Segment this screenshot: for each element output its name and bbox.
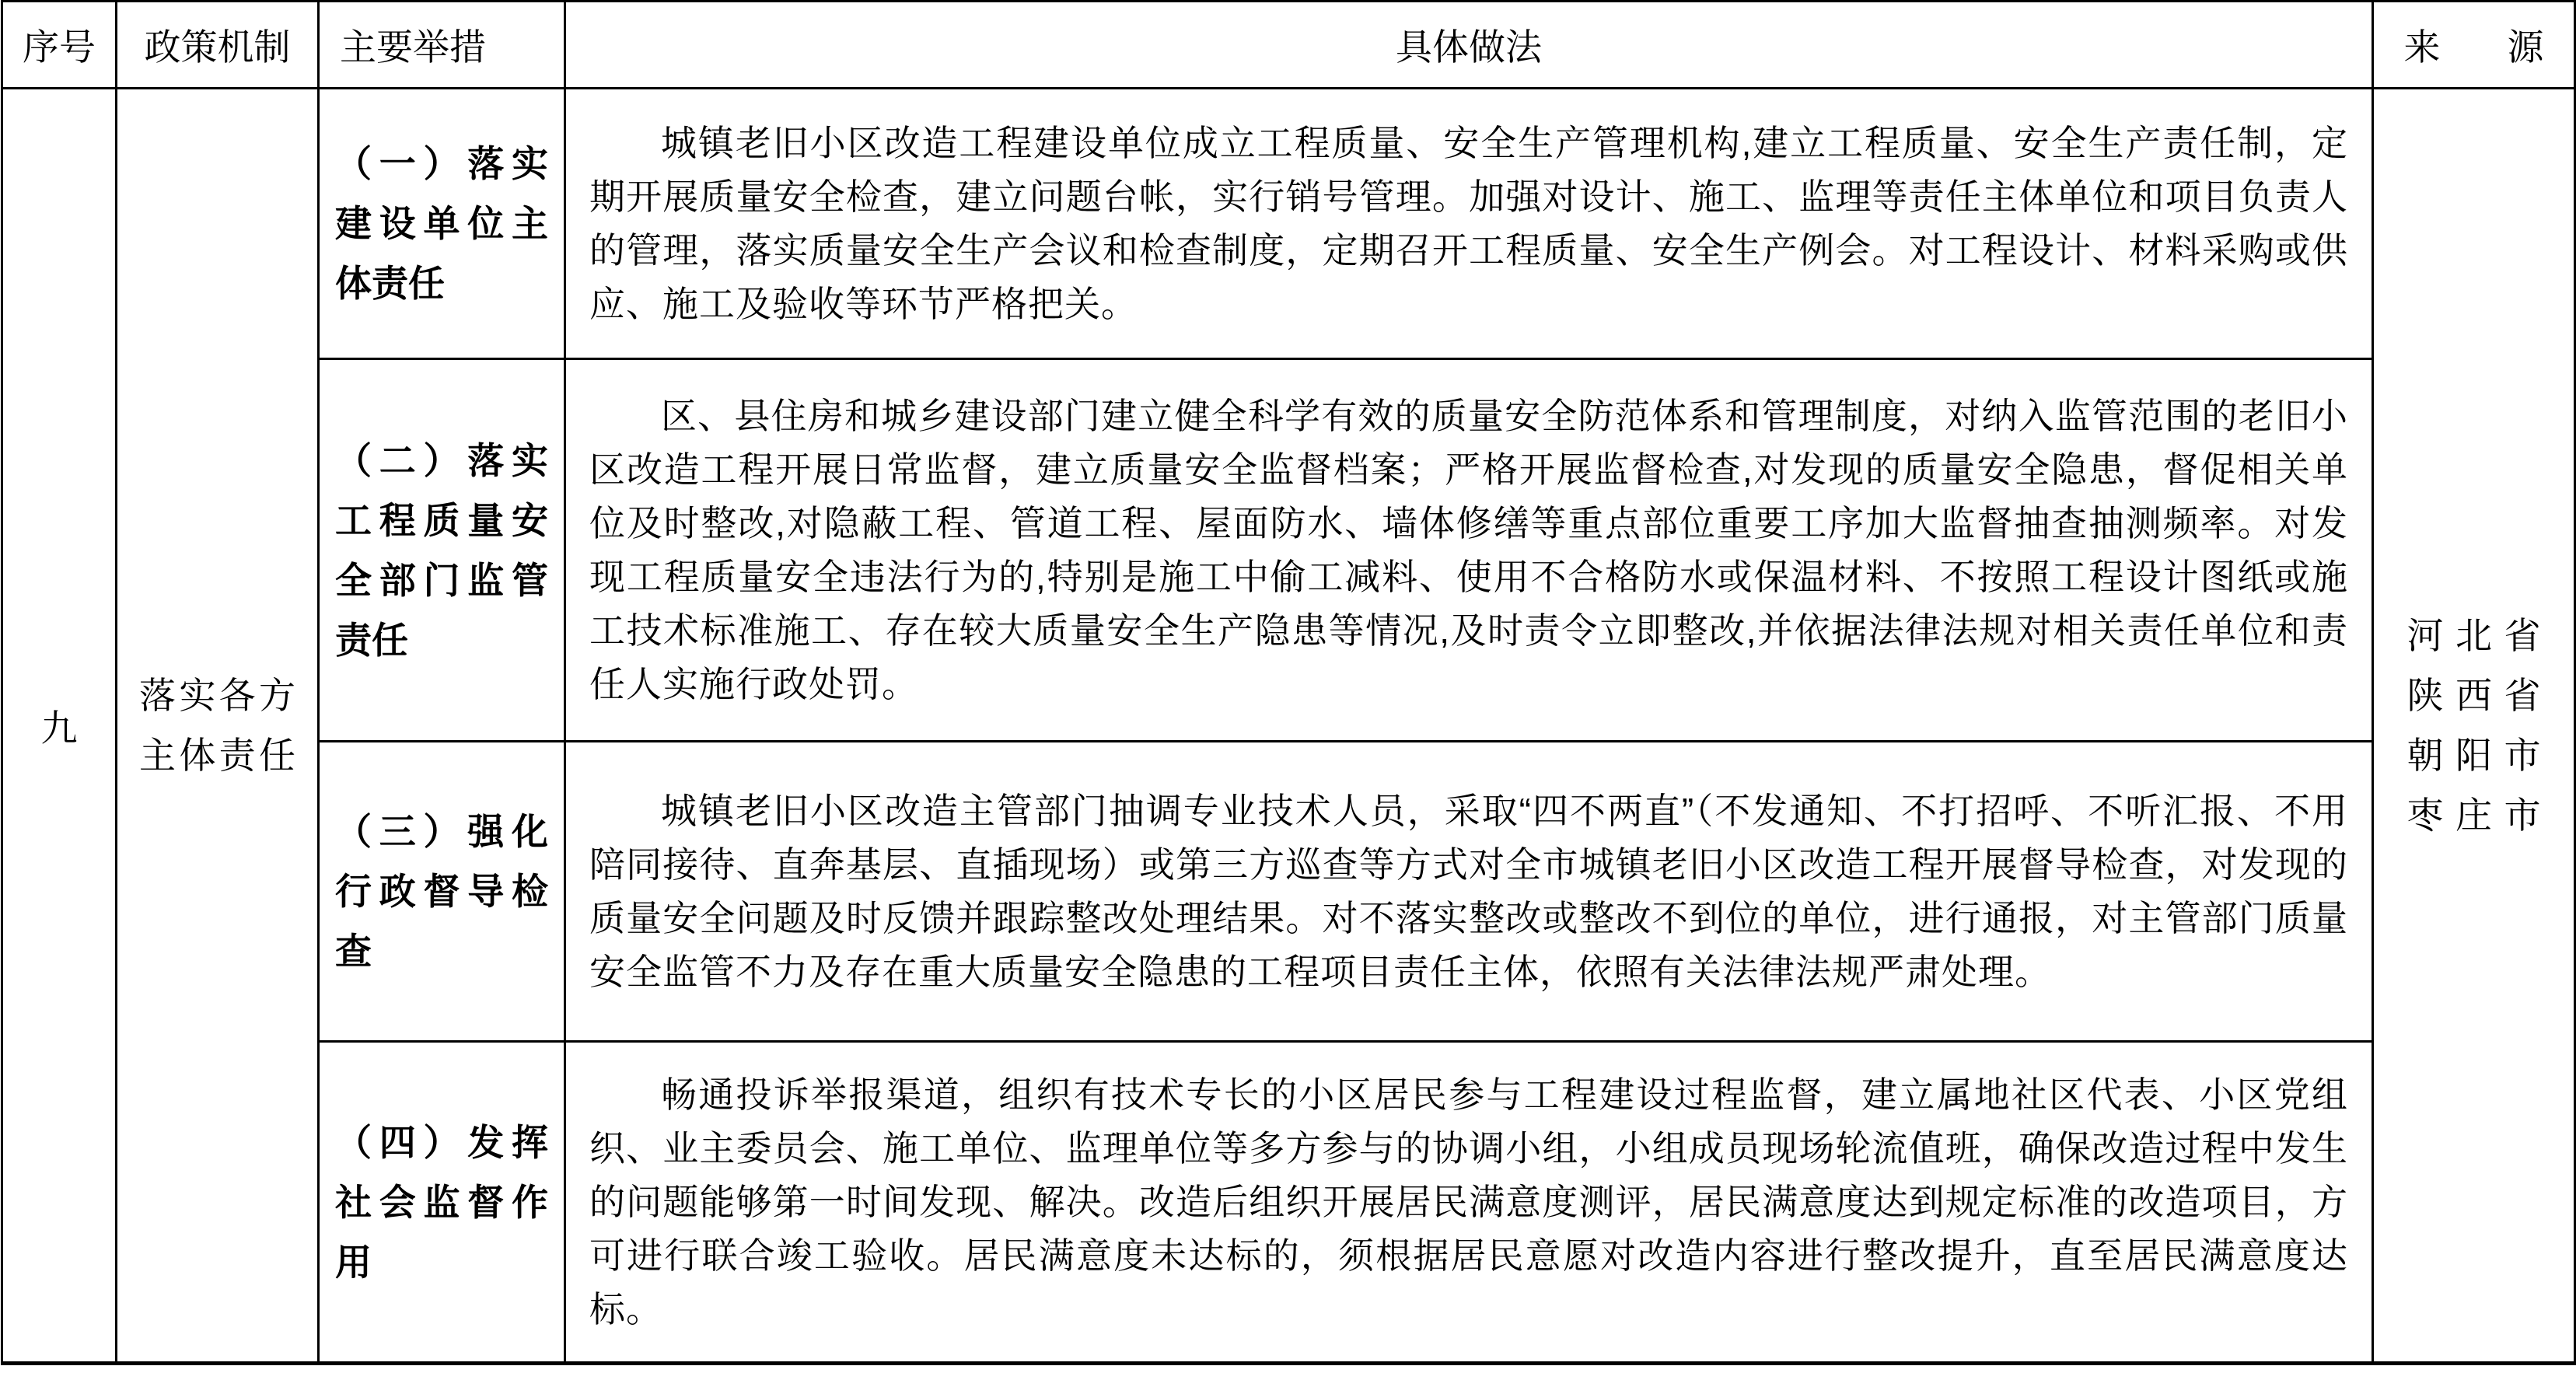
measure-cell <box>319 1042 565 1364</box>
header-mechanism: 政策机制 <box>117 2 319 89</box>
measure-cell <box>319 742 565 1042</box>
table-row <box>2 359 2575 742</box>
measure-label: （一）落实建设单位主体责任 <box>335 143 548 304</box>
source-line: 河北省 <box>2406 615 2541 656</box>
practice-cell <box>565 1042 2373 1364</box>
practice-text: 区、县住房和城乡建设部门建立健全科学有效的质量安全防范体系和管理制度，对纳入监管范围的老旧小区改造工程开展日常监督，建立质量安全监督档案；严格开展监督检查,对发现的质量安全隐患，督促相关单位及时整改,对隐蔽工程、管道工程、屋面防水、墙体修缮等重点部位重要工序加大监督抽查抽测频率。对发现工程质量安全违法行为的,特别是施工中偷工减料、使用不合格防水或保温材料、不按照工程设计图纸或施工技术标准施工、存在较大质量安全生产隐患等情况,及时责令立即整改,并依据法律法规对相关责任单位和责任人实施行政处罚。 <box>589 395 2348 704</box>
measure-label: （三）强化行政督导检查 <box>335 811 548 972</box>
source-line: 枣庄市 <box>2406 795 2541 836</box>
header-serial: 序号 <box>2 2 117 89</box>
table-row <box>2 89 2575 359</box>
table-row <box>2 742 2575 1042</box>
header-row <box>2 2 2575 89</box>
table-row <box>2 1042 2575 1364</box>
header-measure: 主要举措 <box>319 2 565 89</box>
serial-cell: 九 <box>2 89 117 1364</box>
source-cell <box>2373 89 2575 1364</box>
source-line: 朝阳市 <box>2406 735 2541 776</box>
header-source-label: 来源 <box>2403 26 2544 68</box>
source-line: 陕西省 <box>2406 675 2541 716</box>
practice-text: 畅通投诉举报渠道，组织有技术专长的小区居民参与工程建设过程监督，建立属地社区代表、小区党组织、业主委员会、施工单位、监理单位等多方参与的协调小组，小组成员现场轮流值班，确保改造过程中发生的问题能够第一时间发现、解决。改造后组织开展居民满意度测评，居民满意度达到规定标准的改造项目，方可进行联合竣工验收。居民满意度未达标的，须根据居民意愿对改造内容进行整改提升，直至居民满意度达标。 <box>589 1074 2348 1329</box>
measure-cell <box>319 359 565 742</box>
measure-label: （四）发挥社会监督作用 <box>335 1121 548 1283</box>
measure-label: （二）落实工程质量安全部门监管责任 <box>335 439 548 661</box>
practice-cell <box>565 742 2373 1042</box>
practice-text: 城镇老旧小区改造工程建设单位成立工程质量、安全生产管理机构,建立工程质量、安全生产责任制，定期开展质量安全检查，建立问题台帐，实行销号管理。加强对设计、施工、监理等责任主体单位和项目负责人的管理，落实质量安全生产会议和检查制度，定期召开工程质量、安全生产例会。对工程设计、材料采购或供应、施工及验收等环节严格把关。 <box>589 122 2348 324</box>
mechanism-label: 落实各方主体责任 <box>139 675 295 776</box>
measure-cell <box>319 89 565 359</box>
header-practice: 具体做法 <box>565 2 2373 89</box>
mechanism-cell <box>117 89 319 1364</box>
practice-cell <box>565 359 2373 742</box>
header-source <box>2373 2 2575 89</box>
practice-cell <box>565 89 2373 359</box>
practice-text: 城镇老旧小区改造主管部门抽调专业技术人员，采取“四不两直”（不发通知、不打招呼、不听汇报、不用陪同接待、直奔基层、直插现场）或第三方巡查等方式对全市城镇老旧小区改造工程开展督导检查，对发现的质量安全问题及时反馈并跟踪整改处理结果。对不落实整改或整改不到位的单位，进行通报，对主管部门质量安全监管不力及存在重大质量安全隐患的工程项目责任主体，依照有关法律法规严肃处理。 <box>589 790 2348 992</box>
policy-table <box>1 0 2576 1365</box>
